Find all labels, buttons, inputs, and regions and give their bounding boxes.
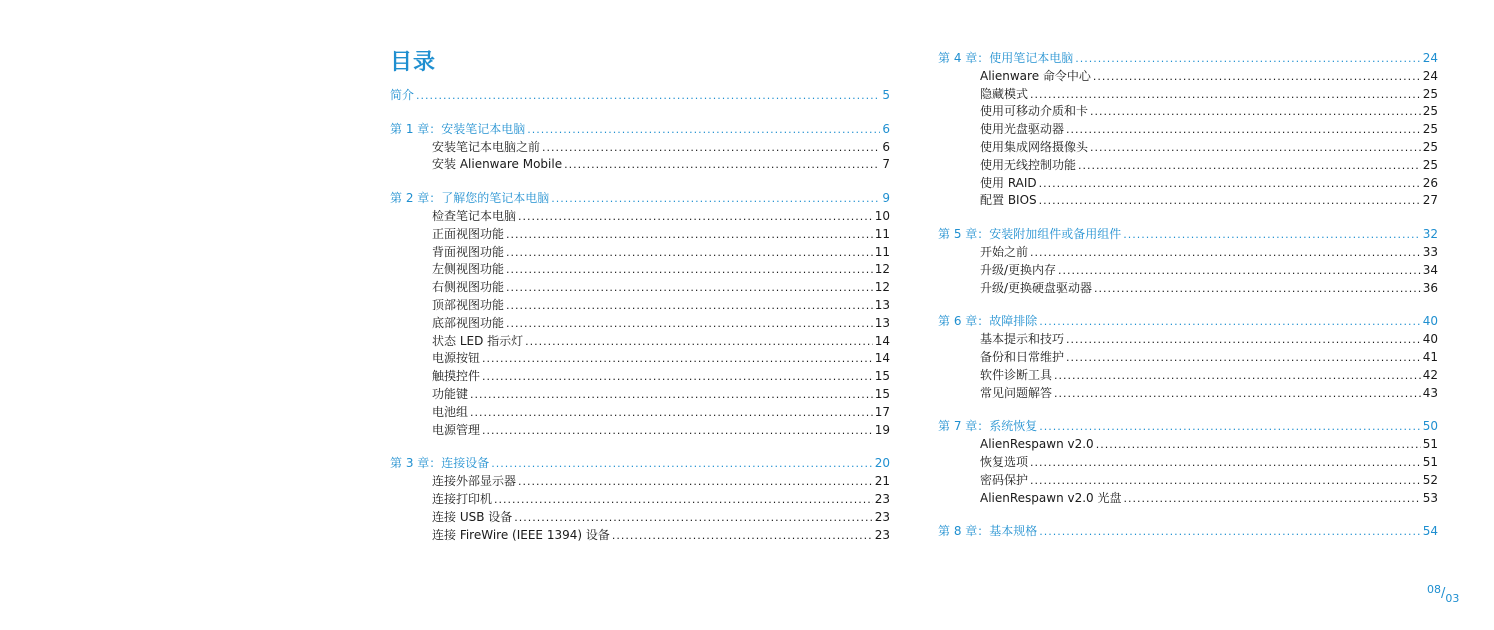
toc-entry-page: 6 — [882, 121, 890, 136]
toc-entry-title: 恢复选项 — [980, 454, 1029, 469]
toc-chapter-entry[interactable] — [390, 455, 890, 473]
page-separator: / — [1441, 586, 1446, 601]
toc-entry-title: 正面视图功能 — [432, 226, 505, 241]
page-number — [1427, 583, 1460, 605]
dot-leader — [525, 333, 873, 351]
toc-entry-title: 密码保护 — [980, 472, 1029, 487]
dot-leader — [1054, 385, 1421, 403]
toc-entry-page: 53 — [1422, 490, 1438, 505]
toc-entry-title: 电源按钮 — [432, 351, 481, 366]
toc-entry-page: 14 — [874, 351, 890, 366]
toc-entry[interactable] — [390, 315, 890, 333]
toc-entry-title: 第 3 章：连接设备 — [390, 456, 490, 471]
toc-entry-page: 43 — [1422, 385, 1438, 400]
toc-entry-title: 连接外部显示器 — [432, 474, 517, 489]
toc-entry[interactable] — [938, 121, 1438, 139]
dot-leader — [482, 350, 873, 368]
dot-leader — [1093, 68, 1421, 86]
toc-entry-title: 电源管理 — [432, 422, 481, 437]
toc-entry-title: 状态 LED 指示灯 — [432, 333, 524, 348]
toc-entry-title: 使用集成网络摄像头 — [980, 139, 1089, 154]
toc-entry-page: 51 — [1422, 437, 1438, 452]
toc-entry-title: 常见问题解答 — [980, 385, 1053, 400]
dot-leader — [1039, 418, 1420, 436]
toc-entry-page: 25 — [1422, 122, 1438, 137]
toc-entry[interactable] — [390, 156, 890, 174]
toc-entry-page: 36 — [1422, 280, 1438, 295]
toc-entry-page: 54 — [1422, 524, 1438, 539]
toc-entry-page: 5 — [882, 88, 890, 102]
toc-entry-page: 26 — [1422, 175, 1438, 190]
toc-entry-page: 25 — [1422, 157, 1438, 172]
toc-entry-title: 触摸控件 — [432, 369, 481, 384]
toc-entry-title: AlienRespawn v2.0 — [980, 437, 1094, 452]
toc-entry[interactable] — [390, 226, 890, 244]
toc-group — [390, 121, 890, 174]
toc-left-column — [390, 87, 890, 560]
toc-entry[interactable] — [938, 490, 1438, 508]
toc-entry-title: 功能键 — [432, 386, 469, 401]
toc-entry-page: 13 — [874, 297, 890, 312]
toc-entry-page: 40 — [1422, 332, 1438, 347]
dot-leader — [518, 473, 873, 491]
toc-entry[interactable] — [938, 192, 1438, 210]
dot-leader — [564, 156, 880, 174]
dot-leader — [527, 121, 880, 139]
dot-leader — [1030, 86, 1421, 104]
toc-entry-page: 41 — [1422, 349, 1438, 364]
toc-entry[interactable] — [938, 86, 1438, 104]
dot-leader — [612, 527, 873, 545]
toc-entry[interactable] — [938, 103, 1438, 121]
toc-entry-title: 第 4 章：使用笔记本电脑 — [938, 51, 1074, 65]
toc-entry-page: 25 — [1422, 86, 1438, 101]
toc-entry-title: 升级/更换内存 — [980, 262, 1057, 277]
dot-leader — [542, 139, 880, 157]
dot-leader — [470, 386, 873, 404]
dot-leader — [506, 315, 873, 333]
dot-leader — [506, 279, 873, 297]
dot-leader — [1039, 175, 1421, 193]
toc-entry-page: 24 — [1422, 51, 1438, 65]
toc-entry[interactable] — [390, 386, 890, 404]
toc-entry[interactable] — [390, 473, 890, 491]
toc-entry-title: 升级/更换硬盘驱动器 — [980, 280, 1093, 295]
toc-group — [390, 190, 890, 439]
toc-entry[interactable] — [390, 350, 890, 368]
toc-group — [938, 313, 1438, 402]
toc-entry[interactable] — [390, 422, 890, 440]
dot-leader — [1124, 490, 1421, 508]
toc-entry-title: 第 8 章：基本规格 — [938, 524, 1038, 539]
toc-entry-title: 底部视图功能 — [432, 315, 505, 330]
dot-leader — [1123, 226, 1420, 244]
current-page-number: 08 — [1427, 583, 1441, 596]
toc-entry[interactable] — [938, 454, 1438, 472]
toc-entry-title: 软件诊断工具 — [980, 367, 1053, 382]
toc-entry-title: Alienware 命令中心 — [980, 68, 1091, 83]
toc-entry-page: 15 — [874, 386, 890, 401]
toc-entry-title: 使用 RAID — [980, 175, 1037, 190]
toc-entry[interactable] — [938, 385, 1438, 403]
toc-entry-title: 右侧视图功能 — [432, 280, 505, 295]
dot-leader — [1066, 121, 1421, 139]
toc-entry-page: 23 — [874, 491, 890, 506]
toc-entry-page: 42 — [1422, 367, 1438, 382]
toc-entry[interactable] — [938, 349, 1438, 367]
toc-entry-page: 23 — [874, 527, 890, 542]
toc-entry-page: 21 — [874, 474, 890, 489]
dot-leader — [1090, 103, 1421, 121]
toc-chapter-entry[interactable] — [390, 121, 890, 139]
dot-leader — [1094, 280, 1421, 298]
toc-entry[interactable] — [390, 139, 890, 157]
toc-entry-title: 连接 FireWire (IEEE 1394) 设备 — [432, 527, 610, 542]
dot-leader — [518, 208, 873, 226]
toc-entry[interactable] — [390, 261, 890, 279]
total-page-number: 03 — [1445, 592, 1460, 605]
toc-chapter-entry[interactable] — [938, 50, 1438, 68]
dot-leader — [494, 491, 873, 509]
dot-leader — [551, 190, 880, 208]
toc-entry-page: 12 — [874, 280, 890, 295]
dot-leader — [1096, 436, 1421, 454]
toc-entry[interactable] — [390, 208, 890, 226]
toc-entry[interactable] — [390, 509, 890, 527]
toc-entry[interactable] — [390, 491, 890, 509]
toc-entry-title: 第 2 章：了解您的笔记本电脑 — [390, 191, 550, 206]
toc-group — [938, 50, 1438, 210]
toc-entry-title: 使用可移动介质和卡 — [980, 104, 1089, 119]
toc-entry[interactable] — [938, 280, 1438, 298]
toc-entry-title: 配置 BIOS — [980, 193, 1037, 208]
toc-entry-page: 15 — [874, 369, 890, 384]
toc-entry-page: 14 — [874, 333, 890, 348]
toc-entry-title: 第 6 章：故障排除 — [938, 314, 1038, 329]
dot-leader — [1078, 157, 1421, 175]
dot-leader — [491, 455, 872, 473]
dot-leader — [1030, 454, 1421, 472]
toc-entry-page: 24 — [1422, 68, 1438, 83]
toc-entry-page: 51 — [1422, 454, 1438, 469]
toc-entry-title: 第 1 章：安装笔记本电脑 — [390, 121, 526, 136]
dot-leader — [1030, 244, 1421, 262]
toc-entry-title: 安装 Alienware Mobile — [432, 157, 563, 172]
toc-entry[interactable] — [390, 244, 890, 262]
toc-entry-title: 安装笔记本电脑之前 — [432, 139, 541, 154]
toc-group — [938, 226, 1438, 297]
toc-group — [938, 418, 1438, 507]
toc-entry-page: 13 — [874, 315, 890, 330]
toc-entry-page: 10 — [874, 208, 890, 223]
toc-chapter-entry[interactable] — [938, 226, 1438, 244]
toc-entry-page: 19 — [874, 422, 890, 437]
toc-entry[interactable] — [390, 368, 890, 386]
toc-entry[interactable] — [390, 297, 890, 315]
dot-leader — [1058, 262, 1421, 280]
toc-entry-page: 12 — [874, 262, 890, 277]
toc-entry-page: 25 — [1422, 139, 1438, 154]
toc-chapter-entry[interactable] — [390, 87, 890, 105]
toc-entry-title: AlienRespawn v2.0 光盘 — [980, 490, 1122, 505]
toc-entry-title: 使用无线控制功能 — [980, 157, 1077, 172]
toc-entry[interactable] — [938, 331, 1438, 349]
dot-leader — [506, 226, 873, 244]
toc-group — [390, 87, 890, 105]
toc-chapter-entry[interactable] — [390, 190, 890, 208]
dot-leader — [1075, 50, 1420, 68]
toc-entry-page: 11 — [874, 226, 890, 241]
page-title: 目录 — [390, 50, 437, 75]
dot-leader — [1090, 139, 1421, 157]
toc-entry[interactable] — [938, 244, 1438, 262]
toc-entry-title: 开始之前 — [980, 244, 1029, 259]
dot-leader — [506, 297, 873, 315]
toc-chapter-entry[interactable] — [938, 418, 1438, 436]
toc-entry-title: 左侧视图功能 — [432, 262, 505, 277]
toc-entry[interactable] — [390, 404, 890, 422]
toc-entry-page: 27 — [1422, 193, 1438, 208]
dot-leader — [1039, 192, 1421, 210]
toc-entry-page: 7 — [882, 157, 890, 172]
toc-entry-title: 连接打印机 — [432, 491, 493, 506]
toc-chapter-entry[interactable] — [938, 313, 1438, 331]
toc-entry-title: 第 5 章：安装附加组件或备用组件 — [938, 227, 1122, 242]
toc-entry[interactable] — [938, 472, 1438, 490]
toc-entry[interactable] — [938, 262, 1438, 280]
toc-entry[interactable] — [938, 68, 1438, 86]
toc-entry-title: 背面视图功能 — [432, 244, 505, 259]
dot-leader — [482, 422, 873, 440]
toc-right-column — [938, 50, 1438, 557]
dot-leader — [1066, 331, 1421, 349]
toc-entry[interactable] — [938, 367, 1438, 385]
toc-entry-title: 隐藏模式 — [980, 86, 1029, 101]
toc-entry-title: 检查笔记本电脑 — [432, 208, 517, 223]
dot-leader — [1030, 472, 1421, 490]
toc-entry-page: 40 — [1422, 314, 1438, 329]
toc-entry-title: 电池组 — [432, 404, 469, 419]
dot-leader — [1039, 523, 1420, 541]
toc-entry-page: 6 — [882, 139, 890, 154]
toc-group — [938, 523, 1438, 541]
dot-leader — [416, 87, 880, 105]
toc-entry[interactable] — [390, 333, 890, 351]
dot-leader — [1039, 313, 1420, 331]
dot-leader — [1066, 349, 1421, 367]
toc-entry-title: 备份和日常维护 — [980, 349, 1065, 364]
toc-entry-page: 25 — [1422, 104, 1438, 119]
dot-leader — [514, 509, 872, 527]
toc-entry-page: 34 — [1422, 262, 1438, 277]
dot-leader — [506, 261, 873, 279]
toc-entry-page: 23 — [874, 509, 890, 524]
toc-entry-page: 32 — [1422, 227, 1438, 242]
toc-entry[interactable] — [938, 157, 1438, 175]
dot-leader — [506, 244, 873, 262]
dot-leader — [482, 368, 873, 386]
toc-entry-page: 11 — [874, 244, 890, 259]
toc-group — [390, 455, 890, 544]
toc-entry-title: 使用光盘驱动器 — [980, 122, 1065, 137]
toc-entry-page: 50 — [1422, 419, 1438, 434]
toc-entry[interactable] — [938, 175, 1438, 193]
toc-entry[interactable] — [390, 279, 890, 297]
toc-entry-page: 52 — [1422, 472, 1438, 487]
toc-entry[interactable] — [938, 436, 1438, 454]
toc-entry-page: 9 — [882, 191, 890, 206]
toc-entry-title: 连接 USB 设备 — [432, 509, 513, 524]
toc-entry-title: 第 7 章：系统恢复 — [938, 419, 1038, 434]
toc-entry-title: 顶部视图功能 — [432, 297, 505, 312]
toc-entry-page: 20 — [874, 456, 890, 471]
toc-entry[interactable] — [390, 527, 890, 545]
dot-leader — [1054, 367, 1421, 385]
toc-entry[interactable] — [938, 139, 1438, 157]
dot-leader — [470, 404, 873, 422]
toc-entry-title: 简介 — [390, 88, 415, 102]
toc-entry-title: 基本提示和技巧 — [980, 332, 1065, 347]
toc-entry-page: 17 — [874, 404, 890, 419]
toc-chapter-entry[interactable] — [938, 523, 1438, 541]
toc-entry-page: 33 — [1422, 244, 1438, 259]
